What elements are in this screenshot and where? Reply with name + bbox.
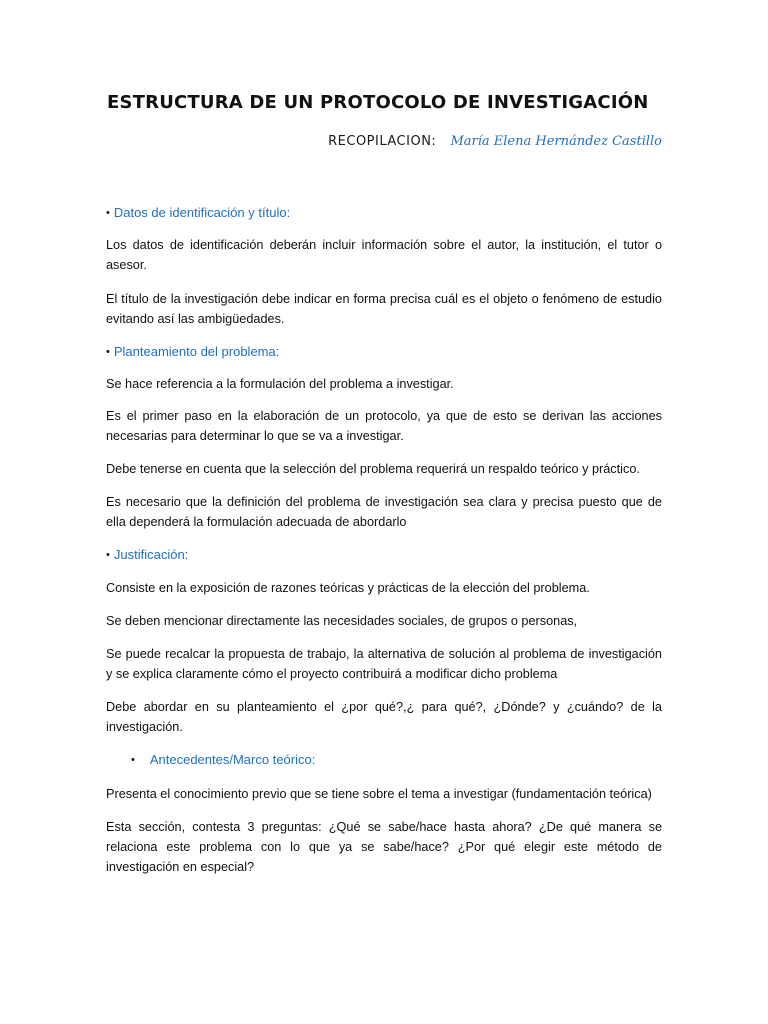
paragraph: Debe tenerse en cuenta que la selección del problema requerirá un respaldo teórico y práctico. [106,462,640,476]
section-heading-label: Antecedentes/Marco teórico: [149,752,316,767]
paragraph: Es necesario que la definición del problema de investigación sea clara y precisa puesto que de ella dependerá la formulación adecuada de abordarlo [106,495,662,529]
compiler-label: RECOPILACION: [328,134,437,149]
compiler-line [328,134,662,149]
bullet-icon: • [106,207,110,219]
paragraph: Se puede recalcar la propuesta de trabajo, la alternativa de solución al problema de investigación y se explica claramente cómo el proyecto contribuirá a modificar dicho problema [106,647,662,681]
section-heading-antecedentes [131,750,315,770]
bullet-icon: • [106,346,110,358]
paragraph: Los datos de identificación deberán incluir información sobre el autor, la institución, el tutor o asesor. [106,238,662,272]
bullet-icon: • [106,549,110,561]
section-heading-planteamiento [106,342,279,362]
paragraph: Se deben mencionar directamente las necesidades sociales, de grupos o personas, [106,614,578,628]
section-heading-identificacion [106,203,290,223]
paragraph: Es el primer paso en la elaboración de un protocolo, ya que de esto se derivan las acciones necesarias para determinar lo que se va a investigar. [106,409,662,443]
bullet-icon: • [131,754,135,766]
paragraph: Debe abordar en su planteamiento el ¿por qué?,¿ para qué?, ¿Dónde? y ¿cuándo? de la investigación. [106,700,662,734]
paragraph: Se hace referencia a la formulación del problema a investigar. [106,377,454,391]
section-heading-justificacion [106,545,188,565]
section-heading-label: Planteamiento del problema: [113,344,280,359]
section-heading-label: Datos de identificación y título: [113,205,291,220]
document-title: ESTRUCTURA DE UN PROTOCOLO DE INVESTIGACIÓN [107,92,649,113]
compiler-name: María Elena Hernández Castillo [450,134,662,149]
paragraph: El título de la investigación debe indicar en forma precisa cuál es el objeto o fenómeno de estudio evitando así las ambigüedades. [106,292,662,326]
section-heading-label: Justificación: [113,547,189,562]
paragraph: Presenta el conocimiento previo que se tiene sobre el tema a investigar (fundamentación teórica) [106,787,652,801]
paragraph: Esta sección, contesta 3 preguntas: ¿Qué se sabe/hace hasta ahora? ¿De qué manera se relaciona este problema con lo que ya se sabe/hace? ¿Por qué elegir este método de investigación en especial? [106,820,662,874]
paragraph: Consiste en la exposición de razones teóricas y prácticas de la elección del problema. [106,581,590,595]
